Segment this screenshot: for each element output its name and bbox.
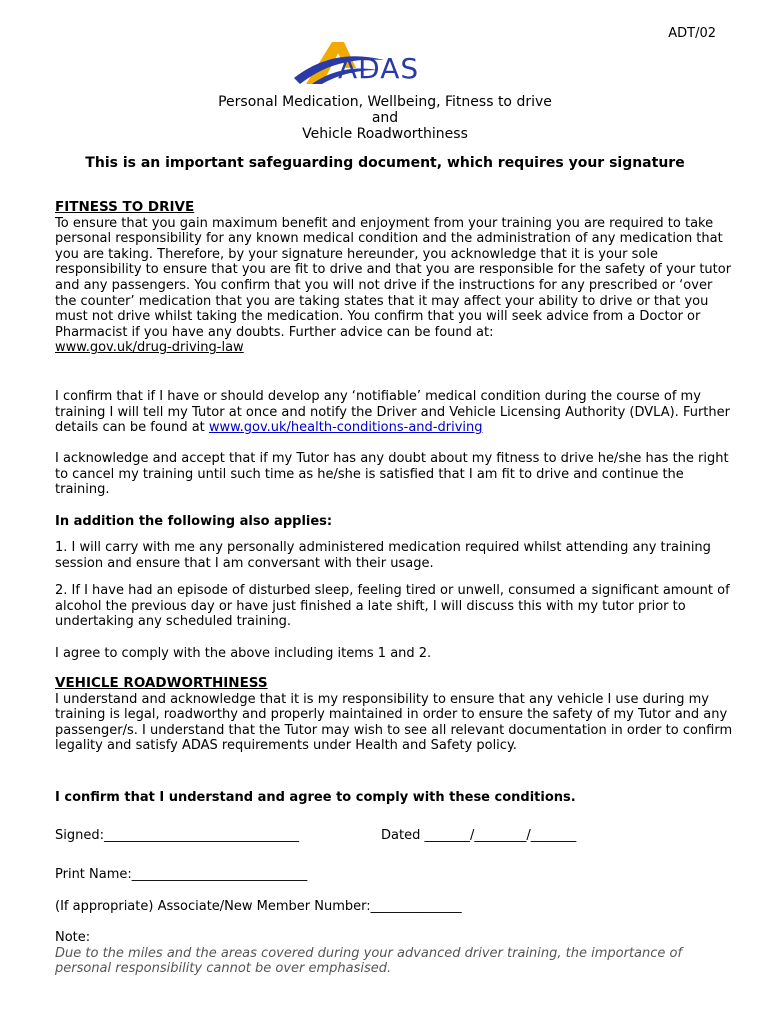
fitness-section bbox=[55, 200, 735, 356]
logo-text: ADAS bbox=[338, 52, 420, 85]
item-2: 2. If I have had an episode of disturbed sleep, feeling tired or unwell, consumed a significant amount of alcohol the previous day or have just finished a late shift, I will discuss this with my tutor prior to undertaking any scheduled training. bbox=[55, 583, 730, 630]
title-line: Personal Medication, Wellbeing, Fitness to drive bbox=[218, 94, 552, 110]
fitness-paragraph: To ensure that you gain maximum benefit and enjoyment from your training you are required to take personal responsibility for any known medical condition and the administration of any medication that you are taking. Therefore, by your signature hereunder, you acknowledge that it is your sole responsibility to ensure that you are fit to drive and that you are responsible for the safety of your tutor and any passengers. You confirm that you will not drive if the instructions for any prescribed or ‘over the counter’ medication that you are taking states that it may affect your ability to drive or that you must not drive whilst taking the medication. You confirm that you will seek advice from a Doctor or Pharmacist if you have any doubts. Further advice can be found at: www.gov.uk/drug-driving-law bbox=[55, 215, 732, 356]
document-subtitle: This is an important safeguarding document, which requires your signature bbox=[85, 155, 685, 171]
health-conditions-link[interactable]: www.gov.uk/health-conditions-and-driving bbox=[208, 420, 483, 436]
title-line: Vehicle Roadworthiness bbox=[302, 126, 468, 142]
note-label: Note: bbox=[55, 930, 91, 945]
signed-field[interactable]: Signed:______________________________ bbox=[55, 828, 299, 843]
notifiable-paragraph: I confirm that if I have or should develop any ‘notifiable’ medical condition during the course of my training I will tell my Tutor at once and notify the Driver and Vehicle Licensing Authority (DVLA). Further details can be found at www.gov.uk/health-conditions-and-driving bbox=[55, 389, 730, 436]
vehicle-section bbox=[55, 676, 735, 754]
agree-statement: I agree to comply with the above including items 1 and 2. bbox=[55, 646, 432, 661]
confirm-statement: I confirm that I understand and agree to comply with these conditions. bbox=[55, 790, 576, 805]
vehicle-heading: VEHICLE ROADWORTHINESS bbox=[55, 675, 268, 691]
drug-driving-link[interactable]: www.gov.uk/drug-driving-law bbox=[55, 340, 244, 356]
title-line: and bbox=[371, 110, 399, 126]
member-number-field[interactable]: (If appropriate) Associate/New Member Number:______________ bbox=[55, 899, 462, 914]
dated-field[interactable]: Dated _______/________/_______ bbox=[381, 828, 577, 843]
document-title bbox=[40, 94, 730, 142]
acknowledge-paragraph: I acknowledge and accept that if my Tutor has any doubt about my fitness to drive he/she has the right to cancel my training until such time as he/she is satisfied that I am fit to drive and continue the training. bbox=[55, 451, 729, 498]
item-1: 1. I will carry with me any personally administered medication required whilst attending any training session and ensure that I am conversant with their usage. bbox=[55, 540, 711, 571]
document-reference: ADT/02 bbox=[668, 26, 716, 41]
note-text: Due to the miles and the areas covered during your advanced driver training, the importance of personal responsibility cannot be over emphasised. bbox=[55, 945, 683, 977]
vehicle-paragraph: I understand and acknowledge that it is my responsibility to ensure that any vehicle I use during my training is legal, roadworthy and properly maintained in order to ensure the safety of my Tutor and any passenger/s. I understand that the Tutor may wish to see all relevant documentation in order to confirm legality and satisfy ADAS requirements under Health and Safety policy. bbox=[55, 691, 733, 754]
fitness-heading: FITNESS TO DRIVE bbox=[55, 199, 195, 215]
print-name-field[interactable]: Print Name:___________________________ bbox=[55, 867, 308, 882]
note-section bbox=[55, 930, 735, 977]
addition-heading: In addition the following also applies: bbox=[55, 514, 333, 529]
